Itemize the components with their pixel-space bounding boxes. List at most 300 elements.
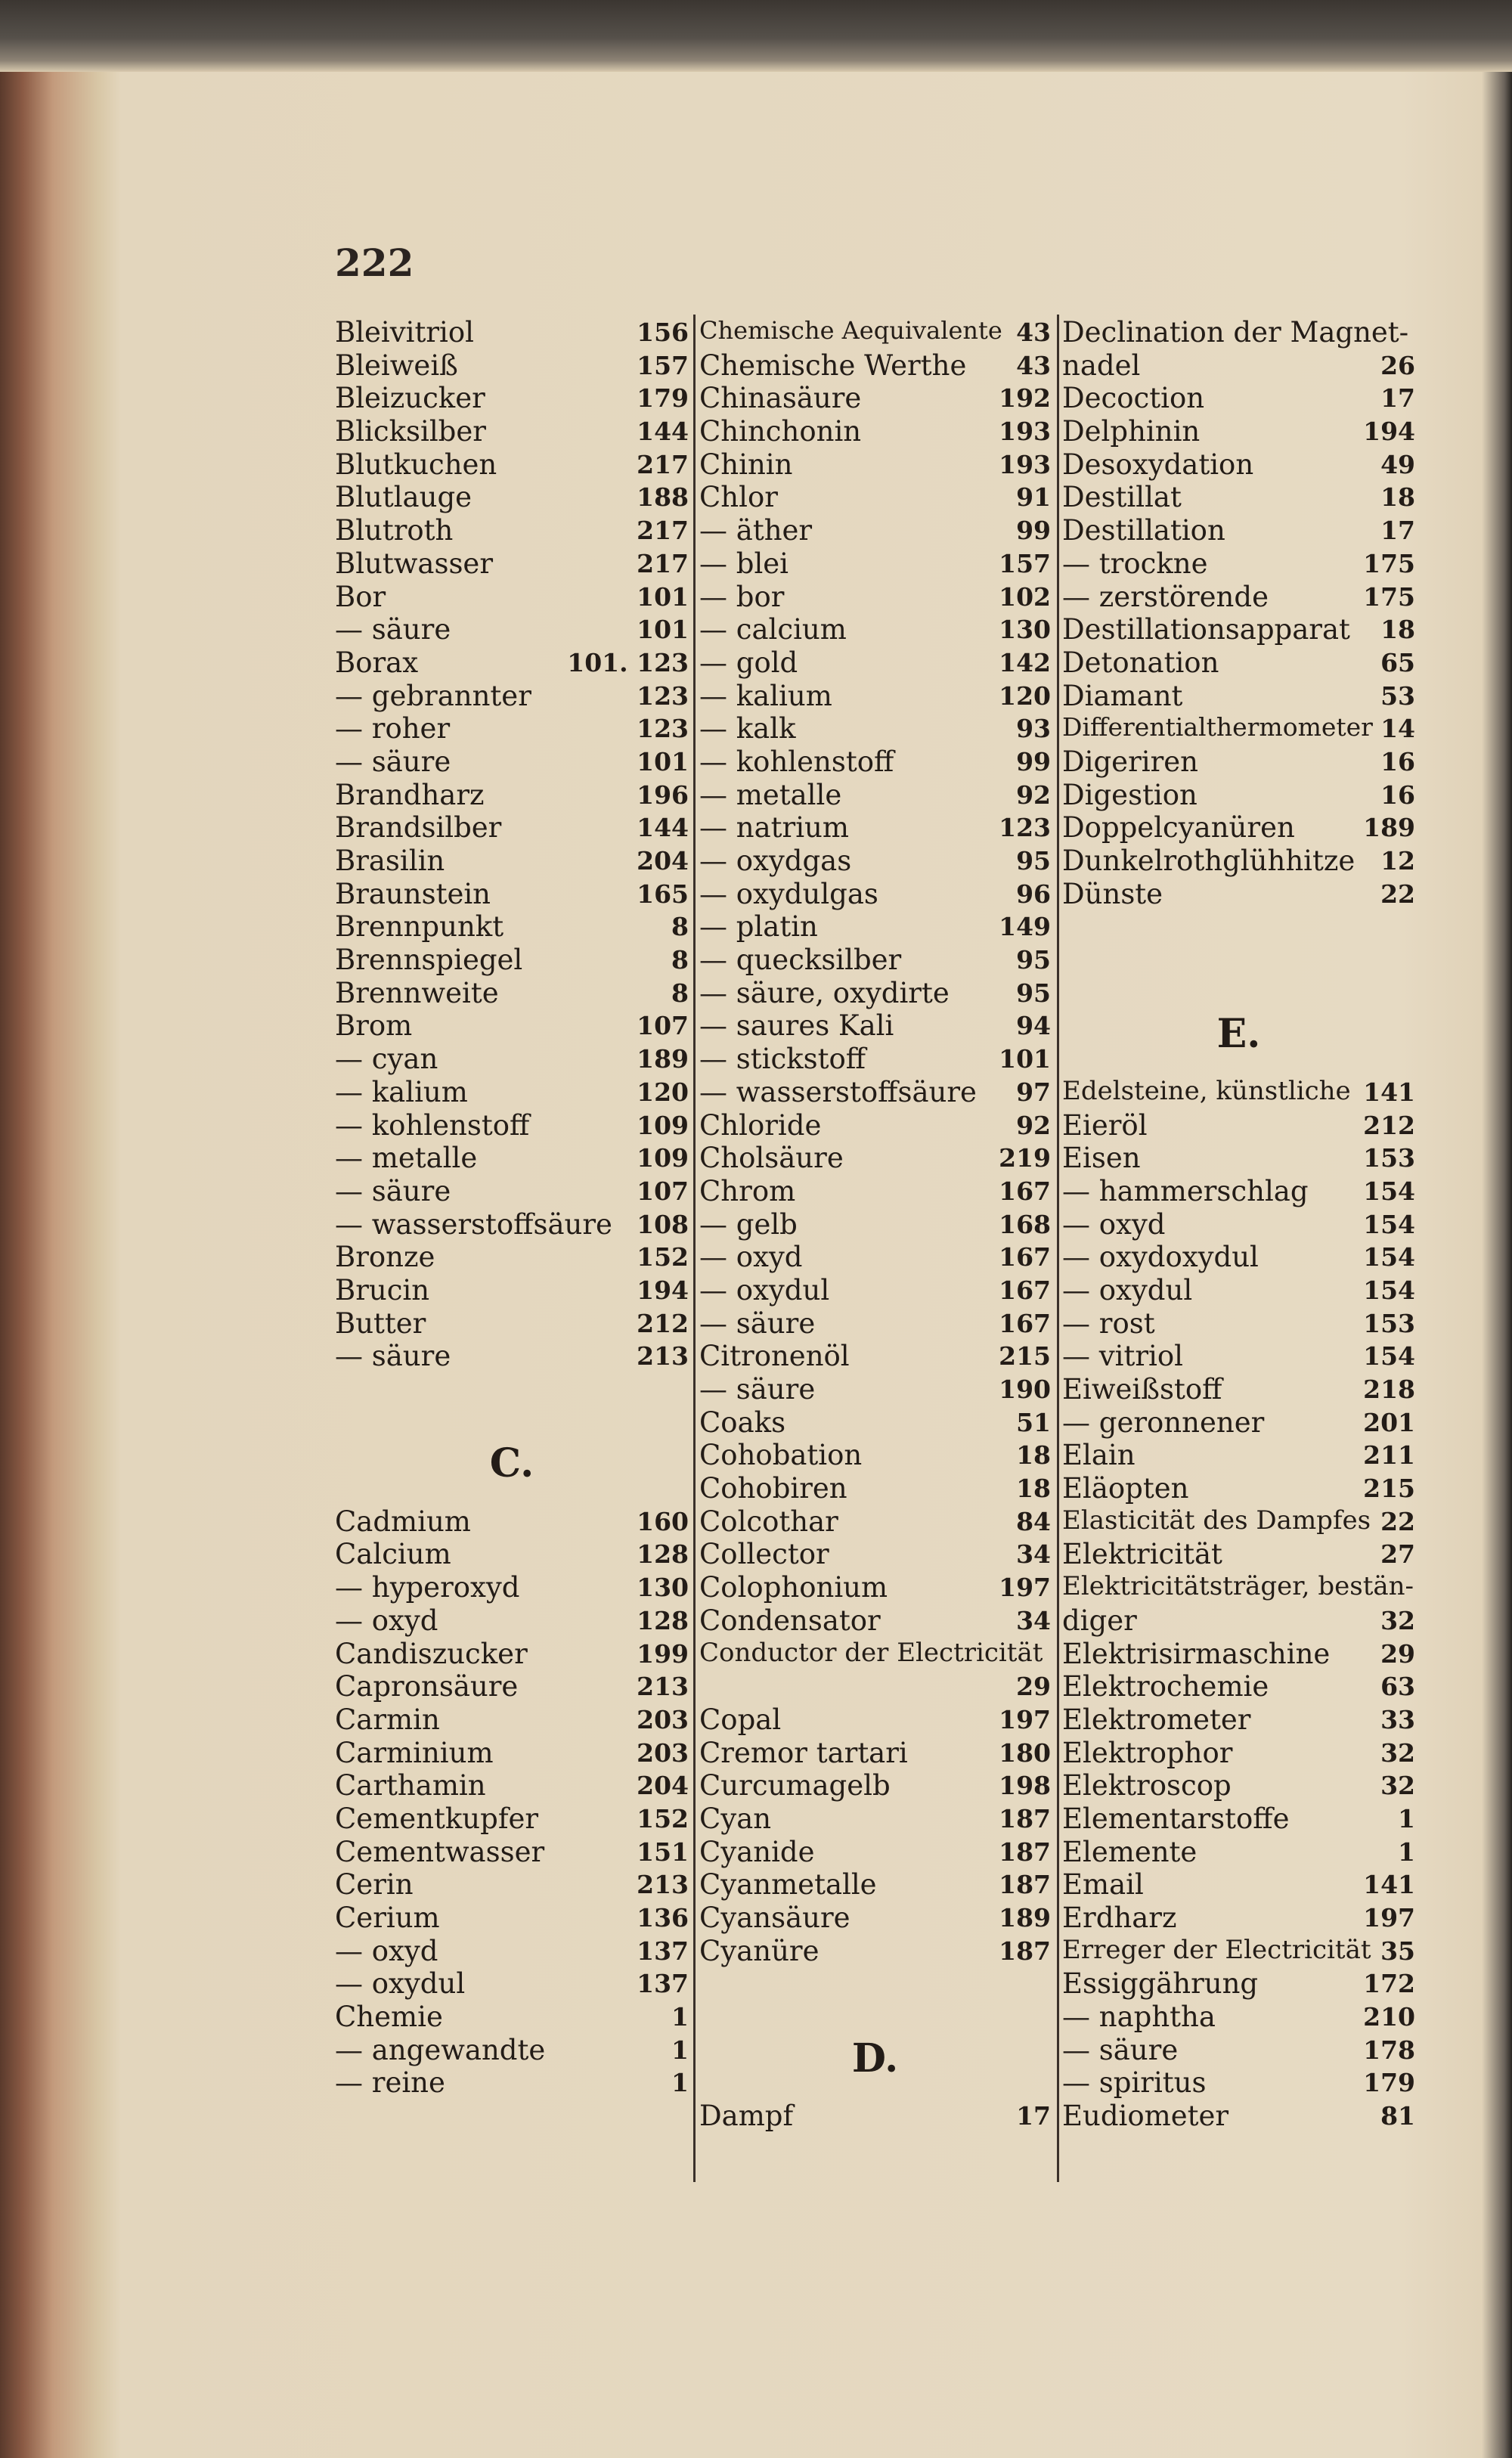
- index-term: — kalium: [699, 679, 832, 712]
- index-term: Elemente: [1062, 1835, 1198, 1868]
- page-reference: 213: [637, 1341, 689, 1372]
- index-term: Blutlauge: [335, 481, 472, 514]
- index-term: Cementkupfer: [335, 1802, 539, 1835]
- index-entry: [335, 1966, 689, 1999]
- index-term: Erdharz: [1062, 1902, 1177, 1934]
- index-term: — säure: [699, 1373, 816, 1406]
- index-entry: [699, 1669, 1051, 1702]
- page-reference: 84: [1016, 1506, 1051, 1536]
- page-reference: 96: [1016, 879, 1051, 909]
- index-entry: [699, 1504, 1051, 1537]
- index-term: Declination der Magnet-: [1062, 316, 1409, 349]
- index-term: — angewandte: [335, 2033, 546, 2066]
- index-term: Brennspiegel: [335, 944, 523, 977]
- index-term: Bleiweiß: [335, 349, 458, 382]
- index-entry: [335, 1074, 689, 1108]
- index-entry: [699, 1702, 1051, 1735]
- index-entry: [335, 1272, 689, 1306]
- page-reference: 204: [637, 1771, 689, 1801]
- index-entry: [699, 1074, 1051, 1108]
- index-entry: [1062, 909, 1415, 942]
- index-entry: [1062, 1207, 1415, 1240]
- page-reference: 154: [1363, 1341, 1415, 1372]
- page-reference: 16: [1380, 780, 1415, 810]
- index-term: Chloride: [699, 1108, 822, 1142]
- index-entry: [1062, 1041, 1415, 1074]
- index-term: Chinasäure: [699, 382, 862, 415]
- index-entry: [1062, 447, 1415, 480]
- page-reference: 204: [637, 846, 689, 876]
- page-reference: 108: [637, 1209, 689, 1239]
- page-reference: 168: [999, 1209, 1051, 1239]
- index-entry: [1062, 1768, 1415, 1801]
- page-reference: 144: [637, 813, 689, 843]
- index-entry: [335, 1306, 689, 1339]
- index-entry: [335, 1239, 689, 1272]
- page-reference: 18: [1380, 615, 1415, 645]
- index-column-3: [1062, 315, 1415, 2131]
- index-term: Chrom: [699, 1174, 796, 1207]
- index-entry: [1062, 380, 1415, 414]
- page-reference: 17: [1016, 2101, 1051, 2131]
- page-reference: 151: [637, 1837, 689, 1867]
- index-term: Detonation: [1062, 646, 1219, 679]
- index-term: — platin: [699, 910, 818, 944]
- index-entry: [699, 1999, 1051, 2032]
- index-entry: [699, 1405, 1051, 1438]
- index-entry: [335, 380, 689, 414]
- index-entry: [1062, 1702, 1415, 1735]
- index-term: — gelb: [699, 1207, 798, 1241]
- index-entry: [335, 1570, 689, 1603]
- index-term: Carminium: [335, 1736, 494, 1769]
- index-term: Cadmium: [335, 1505, 471, 1538]
- page-reference: 154: [1363, 1176, 1415, 1206]
- page-reference: 153: [1363, 1308, 1415, 1338]
- page-reference: 53: [1380, 680, 1415, 711]
- index-entry: [699, 1041, 1051, 1074]
- index-entry: [699, 1867, 1051, 1900]
- index-entry: [699, 1239, 1051, 1272]
- index-term: Dampf: [699, 2100, 794, 2133]
- index-entry: [335, 1041, 689, 1074]
- page-reference: 141: [1363, 1077, 1415, 1107]
- index-entry: [699, 1272, 1051, 1306]
- page-reference: 156: [637, 318, 689, 347]
- index-entry: [699, 1372, 1051, 1405]
- index-entry: [1062, 678, 1415, 711]
- index-term: Elektricitätsträger, bestän-: [1062, 1571, 1414, 1602]
- index-entry: [1062, 1603, 1415, 1636]
- page-reference: 81: [1380, 2101, 1415, 2131]
- page-reference: 180: [999, 1737, 1051, 1768]
- page-reference: 187: [999, 1803, 1051, 1833]
- index-entry: [1062, 1272, 1415, 1306]
- page-reference: 153: [1363, 1143, 1415, 1173]
- index-term: Blutroth: [335, 514, 454, 547]
- index-term: Cyanide: [699, 1835, 815, 1868]
- index-term: Elektrochemie: [1062, 1670, 1269, 1703]
- page-reference: 34: [1016, 1605, 1051, 1635]
- index-entry: [1062, 1405, 1415, 1438]
- index-entry: [335, 1108, 689, 1141]
- index-term: Colcothar: [699, 1505, 838, 1538]
- page-reference: 92: [1016, 1110, 1051, 1140]
- page-reference: 218: [1363, 1375, 1415, 1404]
- index-term: Condensator: [699, 1604, 881, 1637]
- index-entry: [335, 711, 689, 744]
- page-reference: 1: [1398, 1837, 1415, 1867]
- index-term: Cohobation: [699, 1439, 863, 1472]
- page-reference: 217: [637, 516, 689, 546]
- index-entry: [335, 1338, 689, 1372]
- page-reference: 34: [1016, 1539, 1051, 1570]
- index-entry: [699, 843, 1051, 876]
- column-separator: [693, 315, 696, 2182]
- page-reference: 154: [1363, 1242, 1415, 1272]
- index-term: — oxydulgas: [699, 877, 878, 910]
- index-entry: [335, 1405, 689, 1438]
- page-reference: 51: [1016, 1407, 1051, 1437]
- index-entry: [1062, 876, 1415, 910]
- index-term: Elektricität: [1062, 1538, 1222, 1571]
- index-entry: [699, 546, 1051, 579]
- page-reference: 65: [1380, 647, 1415, 677]
- page-reference: 1: [671, 2035, 689, 2065]
- page-reference: 130: [999, 615, 1051, 645]
- index-term: Calcium: [335, 1538, 451, 1571]
- index-term: Butter: [335, 1306, 426, 1340]
- index-term: Brennweite: [335, 976, 499, 1009]
- index-term: Cerium: [335, 1902, 440, 1934]
- index-term: Elain: [1062, 1439, 1136, 1472]
- index-entry: [699, 2065, 1051, 2098]
- index-term: Doppelcyanüren: [1062, 811, 1295, 845]
- index-entry: [699, 479, 1051, 513]
- index-entry: [335, 876, 689, 910]
- index-term: Cyanmetalle: [699, 1868, 877, 1902]
- page-reference: 144: [637, 417, 689, 447]
- index-term: — saures Kali: [699, 1009, 894, 1043]
- page-reference: 1: [671, 2068, 689, 2098]
- page-reference: 95: [1016, 978, 1051, 1008]
- index-entry: [335, 612, 689, 645]
- page-reference: 197: [1363, 1903, 1415, 1933]
- index-entry: [335, 1504, 689, 1537]
- page-reference: 215: [999, 1341, 1051, 1372]
- index-entry: [335, 1735, 689, 1768]
- page-number: 222: [335, 240, 414, 285]
- index-term: Differentialthermometer: [1062, 712, 1373, 742]
- index-term: — oxydul: [1062, 1273, 1193, 1306]
- page-reference: 192: [999, 383, 1051, 414]
- index-term: — roher: [335, 712, 451, 745]
- page-reference: 1: [671, 2002, 689, 2032]
- page-reference: 154: [1363, 1275, 1415, 1305]
- index-term: Brennpunkt: [335, 910, 504, 944]
- index-term: — säure: [699, 1306, 816, 1340]
- index-entry: [1062, 1636, 1415, 1669]
- page-reference: 215: [1363, 1474, 1415, 1504]
- index-term: Erreger der Electricität: [1062, 1934, 1371, 1965]
- page-reference: 172: [1363, 1969, 1415, 1999]
- page-reference: 154: [1363, 1209, 1415, 1239]
- index-term: Bor: [335, 580, 386, 613]
- page-reference: 175: [1363, 548, 1415, 578]
- index-term: Diamant: [1062, 679, 1183, 712]
- index-entry: [699, 777, 1051, 811]
- index-entry: [335, 579, 689, 612]
- index-entry: [335, 1669, 689, 1702]
- index-entry: [1062, 1108, 1415, 1141]
- index-term: — säure: [335, 1174, 451, 1207]
- index-entry: [699, 414, 1051, 447]
- index-term: Dunkelrothglühhitze: [1062, 845, 1356, 877]
- index-entry: [335, 777, 689, 811]
- index-entry: [335, 513, 689, 546]
- index-term: Carthamin: [335, 1769, 486, 1802]
- page-reference: 189: [637, 1044, 689, 1074]
- index-term: Chemie: [335, 2001, 443, 2034]
- page-reference: 136: [637, 1903, 689, 1933]
- index-entry: [699, 579, 1051, 612]
- page-reference: 141: [1363, 1870, 1415, 1900]
- index-entry: [1062, 1074, 1415, 1108]
- index-entry: [1062, 645, 1415, 678]
- index-entry: [1062, 1933, 1415, 1967]
- index-entry: [699, 1933, 1051, 1967]
- index-term: Cyan: [699, 1802, 772, 1835]
- index-term: Eiweißstoff: [1062, 1373, 1222, 1406]
- index-term: Elektrometer: [1062, 1703, 1251, 1736]
- index-entry: [1062, 1437, 1415, 1471]
- index-entry: [335, 645, 689, 678]
- index-term: Edelsteine, künstliche: [1062, 1075, 1351, 1106]
- page-reference: 187: [999, 1936, 1051, 1966]
- index-column-1: [335, 315, 689, 2098]
- index-term: Cyanüre: [699, 1934, 820, 1967]
- page-reference: 201: [1363, 1407, 1415, 1437]
- index-term: — stickstoff: [699, 1043, 866, 1076]
- page-reference: 102: [999, 581, 1051, 612]
- page-reference: 152: [637, 1803, 689, 1833]
- index-entry: [699, 975, 1051, 1009]
- page-reference: 107: [637, 1176, 689, 1206]
- page-reference: 197: [999, 1704, 1051, 1734]
- index-entry: [1062, 1570, 1415, 1603]
- index-entry: [699, 1173, 1051, 1207]
- page-reference: 123: [637, 714, 689, 744]
- index-entry: [335, 1702, 689, 1735]
- index-term: — kohlenstoff: [335, 1108, 530, 1142]
- index-term: Eisen: [1062, 1142, 1141, 1175]
- page-reference: 120: [999, 680, 1051, 711]
- index-term: — naphtha: [1062, 2001, 1216, 2034]
- page-reference: 101: [637, 581, 689, 612]
- index-term: — metalle: [699, 778, 842, 811]
- page-reference: 8: [671, 945, 689, 975]
- index-term: Dünste: [1062, 877, 1163, 910]
- index-entry: [335, 1471, 689, 1504]
- index-term: Brasilin: [335, 845, 445, 877]
- page-reference: 99: [1016, 746, 1051, 776]
- index-entry: [335, 843, 689, 876]
- index-term: — kohlenstoff: [699, 745, 894, 778]
- index-entry: [1062, 942, 1415, 975]
- index-entry: [1062, 810, 1415, 843]
- index-entry: [699, 1834, 1051, 1868]
- page-reference: 29: [1016, 1672, 1051, 1702]
- index-entry: [1062, 1735, 1415, 1768]
- index-term: Digeriren: [1062, 745, 1199, 778]
- page-reference: 217: [637, 548, 689, 578]
- index-entry: [1062, 711, 1415, 744]
- page-reference: 12: [1380, 846, 1415, 876]
- index-entry: [1062, 1867, 1415, 1900]
- page-reference: 99: [1016, 516, 1051, 546]
- page-reference: 16: [1380, 746, 1415, 776]
- index-term: — säure: [335, 745, 451, 778]
- index-term: — natrium: [699, 811, 849, 845]
- index-term: Chinchonin: [699, 415, 862, 448]
- index-term: — hammerschlag: [1062, 1174, 1309, 1207]
- page-reference: 101: [637, 615, 689, 645]
- page-reference: 91: [1016, 482, 1051, 513]
- index-entry: [335, 975, 689, 1009]
- index-term: — oxyd: [1062, 1207, 1166, 1241]
- index-entry: [1062, 1834, 1415, 1868]
- index-term: Blicksilber: [335, 415, 486, 448]
- page-reference: 95: [1016, 945, 1051, 975]
- index-term: Bronze: [335, 1241, 435, 1274]
- index-entry: [1062, 1239, 1415, 1272]
- page-reference: 95: [1016, 846, 1051, 876]
- page-reference: 128: [637, 1539, 689, 1570]
- index-entry: [699, 612, 1051, 645]
- index-term: Colophonium: [699, 1571, 888, 1604]
- page-reference: 123: [637, 680, 689, 711]
- section-letter-row: [699, 2032, 1051, 2081]
- index-term: Curcumagelb: [699, 1769, 891, 1802]
- page-reference: 97: [1016, 1077, 1051, 1107]
- index-entry: [699, 1306, 1051, 1339]
- page-reference: 190: [999, 1375, 1051, 1404]
- page-reference: 33: [1380, 1704, 1415, 1734]
- page-reference: 22: [1380, 1506, 1415, 1536]
- index-entry: [335, 678, 689, 711]
- page-reference: 167: [999, 1308, 1051, 1338]
- index-term: Candiszucker: [335, 1637, 528, 1670]
- index-entry: [699, 2098, 1051, 2131]
- index-entry: [335, 942, 689, 975]
- index-term: — oxyd: [335, 1604, 438, 1637]
- index-entry: [1062, 579, 1415, 612]
- page-reference: 157: [999, 548, 1051, 578]
- page-reference: 217: [637, 449, 689, 479]
- page-reference: 32: [1380, 1771, 1415, 1801]
- index-entry: [1062, 1669, 1415, 1702]
- index-term: Conductor der Electricität: [699, 1637, 1043, 1668]
- index-term: Collector: [699, 1538, 829, 1571]
- index-entry: [335, 1207, 689, 1240]
- index-term: — oxydul: [335, 1967, 466, 2001]
- index-term: Citronenöl: [699, 1340, 850, 1373]
- index-term: Cholsäure: [699, 1142, 844, 1175]
- index-entry: [1062, 612, 1415, 645]
- index-term: — säure: [335, 1340, 451, 1373]
- index-term: — wasserstoffsäure: [699, 1075, 977, 1108]
- index-entry: [1062, 1173, 1415, 1207]
- index-entry: [1062, 777, 1415, 811]
- page-reference: 142: [999, 647, 1051, 677]
- page-reference: 123: [999, 813, 1051, 843]
- index-entry: [1062, 975, 1415, 1009]
- index-term: — bor: [699, 580, 785, 613]
- page-reference: 18: [1016, 1440, 1051, 1471]
- index-entry: [699, 1207, 1051, 1240]
- page-reference: 32: [1380, 1605, 1415, 1635]
- index-entry: [699, 1536, 1051, 1570]
- index-entry: [1062, 479, 1415, 513]
- index-entry: [699, 1108, 1051, 1141]
- index-entry: [699, 711, 1051, 744]
- index-term: Elektrisirmaschine: [1062, 1637, 1331, 1670]
- page-reference: 197: [999, 1573, 1051, 1603]
- page-reference: 120: [637, 1077, 689, 1107]
- index-term: Essiggährung: [1062, 1967, 1259, 2001]
- page-reference: 109: [637, 1110, 689, 1140]
- page-reference: 167: [999, 1176, 1051, 1206]
- index-term: Elektrophor: [1062, 1736, 1233, 1769]
- page-reference: 101: [999, 1044, 1051, 1074]
- index-entry: [335, 2065, 689, 2098]
- index-term: — cyan: [335, 1043, 438, 1076]
- index-entry: [335, 744, 689, 777]
- index-entry: [1062, 1966, 1415, 1999]
- index-entry: [335, 1536, 689, 1570]
- page-reference: 194: [637, 1275, 689, 1305]
- index-term: Blutkuchen: [335, 448, 497, 481]
- index-entry: [699, 678, 1051, 711]
- index-entry: [1062, 1999, 1415, 2032]
- index-term: — trockne: [1062, 547, 1208, 580]
- page-reference: 152: [637, 1242, 689, 1272]
- section-letter-row: [335, 1437, 689, 1487]
- index-entry: [699, 1338, 1051, 1372]
- page-reference: 189: [999, 1903, 1051, 1933]
- page-reference: 187: [999, 1837, 1051, 1867]
- page-reference: 107: [637, 1011, 689, 1041]
- index-entry: [699, 1140, 1051, 1173]
- index-entry: [1062, 513, 1415, 546]
- index-entry: [699, 380, 1051, 414]
- index-entry: [1062, 315, 1415, 348]
- index-entry: [1062, 414, 1415, 447]
- index-entry: [335, 479, 689, 513]
- index-term: Carmin: [335, 1703, 440, 1736]
- page-reference: 101: [637, 746, 689, 776]
- page-reference: 188: [637, 482, 689, 513]
- page-reference: 93: [1016, 714, 1051, 744]
- page-reference: 157: [637, 350, 689, 380]
- index-entry: [335, 1372, 689, 1405]
- page-reference: 43: [1016, 318, 1051, 347]
- page-reference: 137: [637, 1969, 689, 1999]
- page-reference: 14: [1380, 714, 1415, 744]
- index-term: Cohobiren: [699, 1472, 847, 1505]
- index-entry: [699, 1008, 1051, 1041]
- index-term: Elementarstoffe: [1062, 1802, 1290, 1835]
